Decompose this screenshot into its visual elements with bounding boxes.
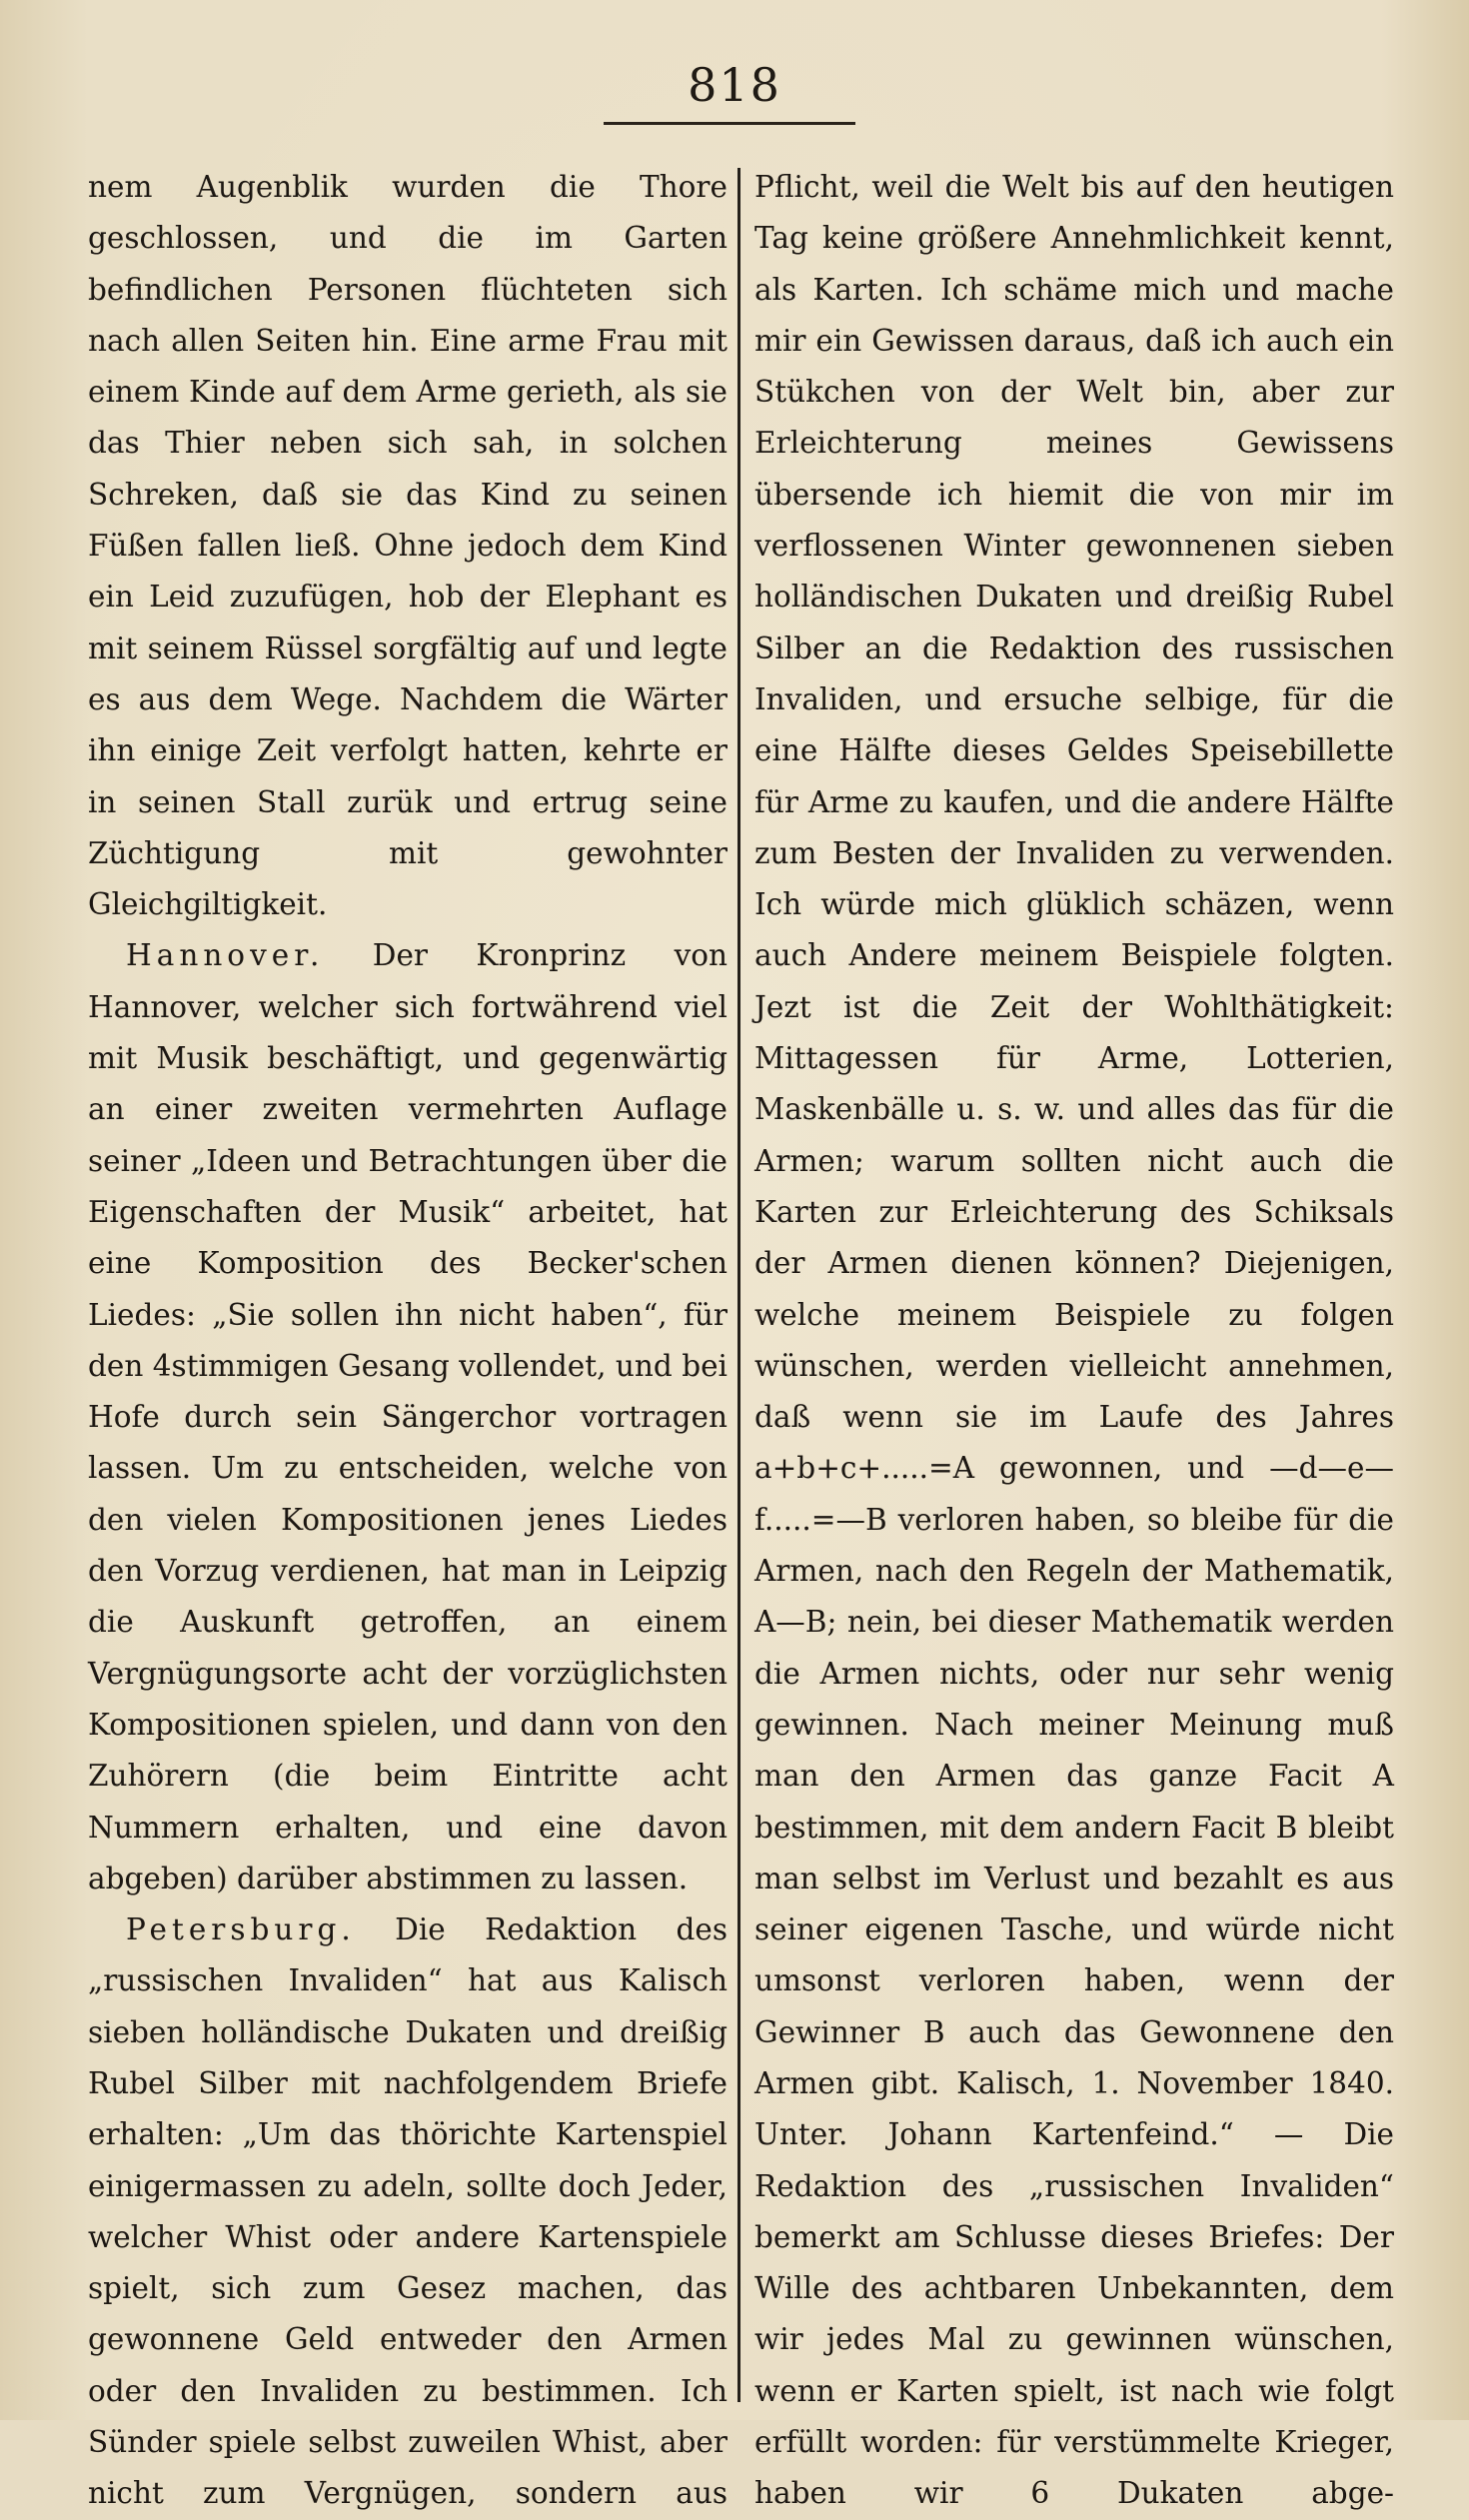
article-elephant-paragraph (88, 162, 728, 930)
paragraph-text: Der Kronprinz von Hannover, welcher sich fortwährend viel mit Musik beschäftigt, und gegenwärtig an einer zweiten vermehrten Auflage seiner „Ideen und Betrachtungen über die Eigenschaften der Musik“ arbeitet, hat eine Komposition des Becker'schen Liedes: „Sie sollen ihn nicht haben“, für den 4stimmigen Gesang vollendet, und bei Hofe durch sein Sängerchor vortragen lassen. Um zu entscheiden, welche von den vielen Kompositionen jenes Liedes den Vorzug verdienen, hat man in Leipzig die Auskunft getroffen, an einem Vergnügungsorte acht der vorzüglichsten Kompositionen spielen, und dann von den Zuhörern (die beim Eintritte acht Nummern erhalten, und eine davon abgeben) darüber abstimmen zu lassen. (88, 938, 728, 1895)
right-column (754, 162, 1394, 2511)
header-rule (604, 122, 855, 125)
paragraph-text: Pflicht, weil die Welt bis auf den heutigen Tag keine größere Annehmlichkeit kennt, als Karten. Ich schäme mich und mache mir ein Gewissen daraus, daß ich auch ein Stükchen von der Welt bin, aber zur Erleichterung meines Gewissens übersende ich hiemit die von mir im verflossenen Winter gewonnenen sieben holländischen Dukaten und dreißig Rubel Silber an die Redaktion des russischen Invaliden, und ersuche selbige, für die eine Hälfte dieses Geldes Speisebillette für Arme zu kaufen, und die andere Hälfte zum Besten der Invaliden zu verwenden. Ich würde mich glüklich schäzen, wenn auch Andere meinem Beispiele folgten. Jezt ist die Zeit der Wohlthätigkeit: Mittagessen für Arme, Lotterien, Maskenbälle u. s. w. und alles das für die Armen; warum sollten nicht auch die Karten zur Erleichterung des Schiksals der Armen dienen können? Diejenigen, welche meinem Beispiele zu folgen wünschen, werden vielleicht annehmen, daß wenn sie im Laufe des Jahres a+b+c+.....=A gewonnen, und —d—e—f.....=—B verloren haben, so bleibe für die Armen, nach den Regeln der Mathematik, A—B; nein, bei dieser Mathematik werden die Armen nichts, oder nur sehr wenig gewinnen. Nach meiner Meinung muß man den Armen das ganze Facit A bestimmen, mit dem andern Facit B bleibt man selbst im Verlust und bezahlt es aus seiner eigenen Tasche, und würde nicht umsonst verloren haben, wenn der Gewinner B auch das Gewonnene den Armen gibt. Kalisch, 1. November 1840. Unter. Johann Kartenfeind.“ — Die Redaktion des „russischen Invaliden“ bemerkt am Schlusse dieses Briefes: Der Wille des achtbaren Unbekannten, dem wir jedes Mal zu gewinnen wünschen, wenn er Karten spielt, ist nach wie folgt erfüllt worden: für verstümmelte Krieger, haben wir 6 Dukaten abge- (754, 170, 1394, 2511)
dateline-hannover: Hannover. (126, 938, 325, 973)
page-number: 818 (688, 58, 781, 112)
dateline-petersburg: Petersburg. (126, 1912, 356, 1947)
left-column (88, 162, 728, 2511)
paragraph-text: nem Augenblik wurden die Thore geschlossen, und die im Garten befindlichen Personen flüchteten sich nach allen Seiten hin. Eine arme Frau mit einem Kinde auf dem Arme gerieth, als sie das Thier neben sich sah, in solchen Schreken, daß sie das Kind zu seinen Füßen fallen ließ. Ohne jedoch dem Kind ein Leid zuzufügen, hob der Elephant es mit seinem Rüssel sorgfältig auf und legte es aus dem Wege. Nachdem die Wärter ihn einige Zeit verfolgt hatten, kehrte er in seinen Stall zurük und ertrug seine Züchtigung mit gewohnter Gleichgiltigkeit. (88, 170, 728, 922)
column-divider (737, 168, 740, 2402)
paragraph-text: Die Redaktion des „russischen Invaliden“ hat aus Kalisch sieben holländische Dukaten und dreißig Rubel Silber mit nachfolgendem Briefe erhalten: „Um das thörichte Kartenspiel einigermassen zu adeln, sollte doch Jeder, welcher Whist oder andere Kartenspiele spielt, sich zum Gesez machen, das gewonnene Geld entweder den Armen oder den Invaliden zu bestimmen. Ich Sünder spiele selbst zuweilen Whist, aber nicht zum Vergnügen, sondern aus (88, 1912, 728, 2511)
article-petersburg-continued-paragraph (754, 162, 1394, 2520)
article-hannover-paragraph (88, 930, 728, 1904)
article-petersburg-paragraph (88, 1904, 728, 2520)
